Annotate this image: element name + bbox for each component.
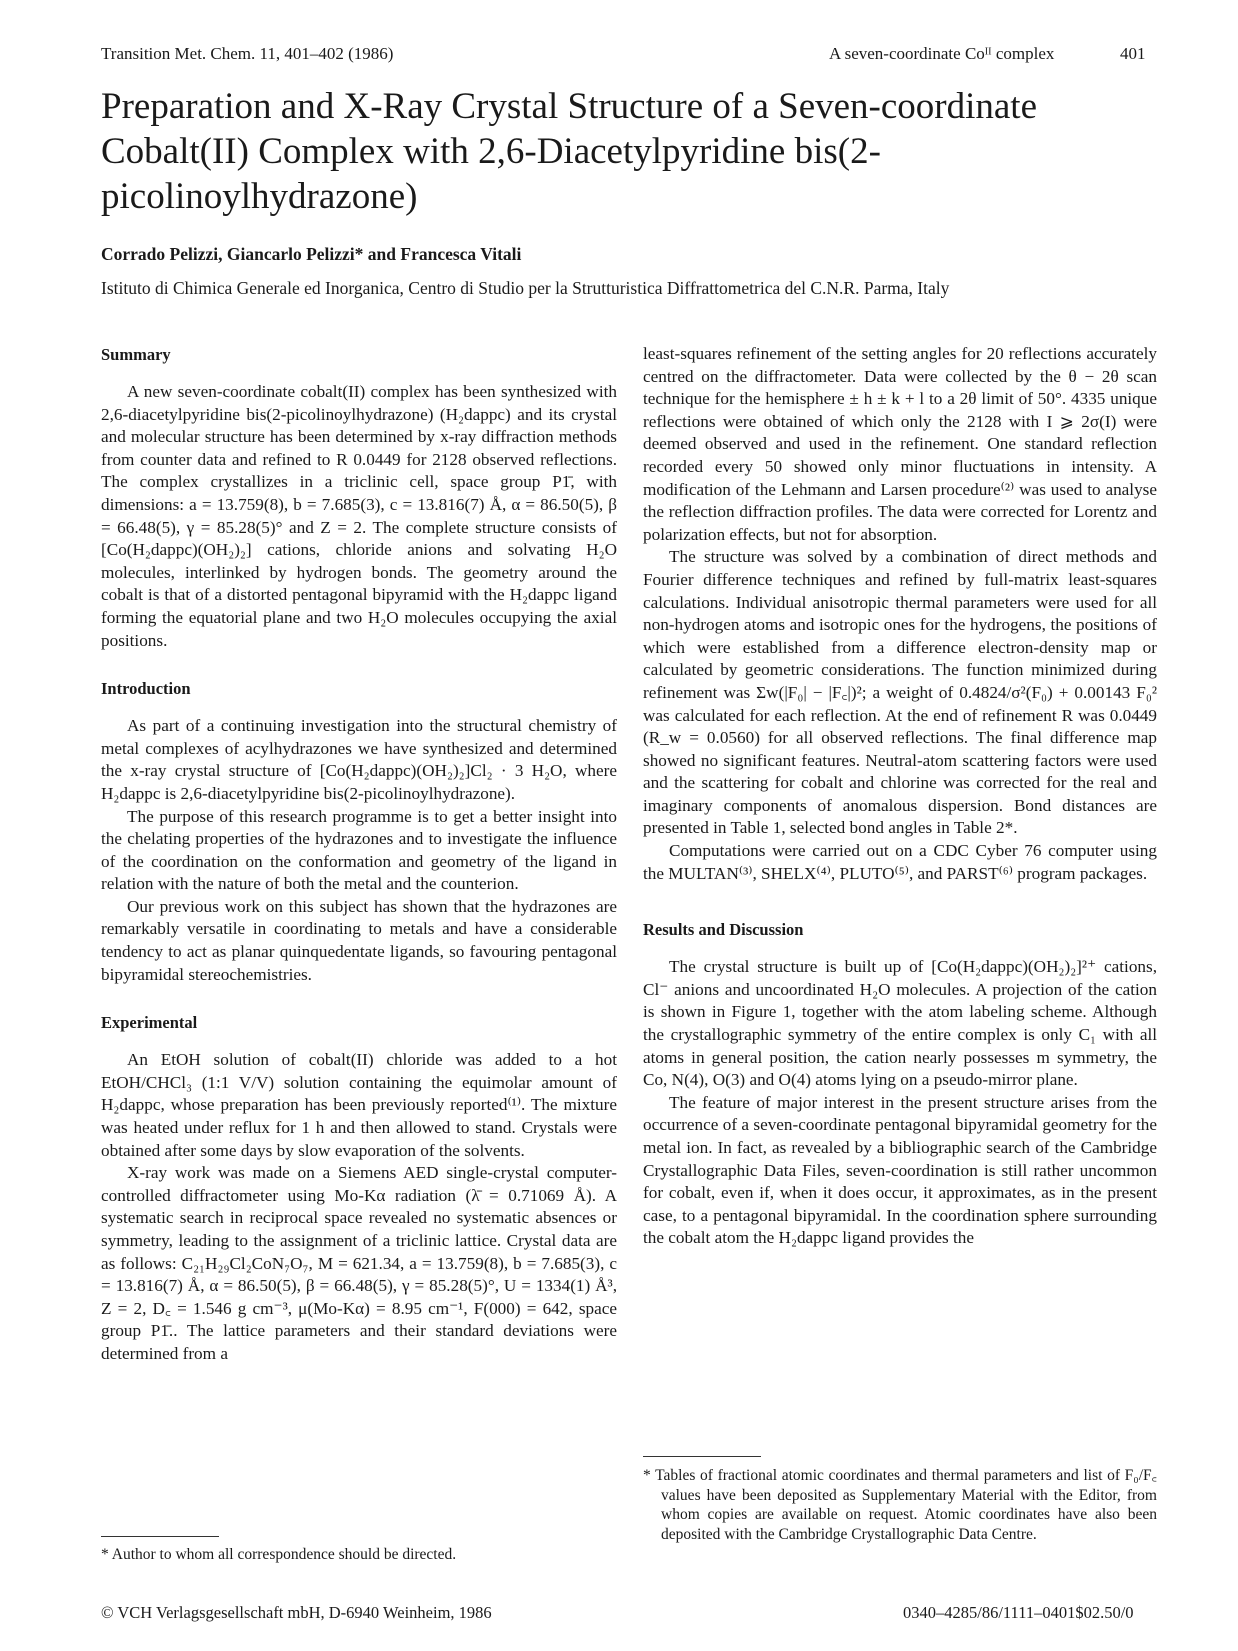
article-code: 0340–4285/86/1111–0401$02.50/0 (903, 1603, 1134, 1622)
journal-citation: Transition Met. Chem. 11, 401–402 (1986) (101, 44, 394, 63)
page-number: 401 (1120, 44, 1146, 63)
running-title: A seven-coordinate Coᴵᴵ complex (829, 44, 1055, 63)
summary-text: A new seven-coordinate cobalt(II) complex has been synthesized with 2,6-diacetylpyridine bis(2-picolinoylhydrazone) (H₂dappc) and its crystal and molecular structure has been determined by x-ray diffraction methods from counter data and refined to R 0.0449 for 2128 observed reflections. The complex crystallizes in a triclinic cell, space group P1̄, with dimensions: a = 13.759(8), b = 7.685(3), c = 13.816(7) Å, α = 86.50(5), β = 66.48(5), γ = 85.28(5)° and Z = 2. The complete structure consists of [Co(H₂dappc)(OH₂)₂] cations, chloride anions and solvating H₂O molecules, interlinked by hydrogen bonds. The geometry around the cobalt is that of a distorted pentagonal bipyramid with the H₂dappc ligand forming the equatorial plane and two H₂O molecules occupying the axial positions. (101, 382, 617, 650)
author-list: Corrado Pelizzi, Giancarlo Pelizzi* and Francesca Vitali (101, 244, 522, 264)
experimental-paragraph-5: Computations were carried out on a CDC Cyber 76 computer using the MULTAN⁽³⁾, SHELX⁽⁴⁾, PLUTO⁽⁵⁾, and PARST⁽⁶⁾ program packages. (643, 841, 1157, 883)
results-paragraph-2: The feature of major interest in the present structure arises from the occurrence of a seven-coordinate pentagonal bipyramidal geometry for the metal ion. In fact, as revealed by a bibliographic search of the Cambridge Crystallographic Data Files, seven-coordination is still rather uncommon for cobalt, even if, when it does occur, it approximates, as in the present case, to a pentagonal bipyramidal. In the coordination sphere surrounding the cobalt atom the H₂dappc ligand provides the (643, 1092, 1157, 1248)
results-heading: Results and Discussion (643, 920, 804, 940)
experimental-heading: Experimental (101, 1013, 198, 1033)
copyright-notice: © VCH Verlagsgesellschaft mbH, D-6940 Weinheim, 1986 (101, 1603, 492, 1622)
summary-heading: Summary (101, 345, 171, 364)
experimental-paragraph-3: least-squares refinement of the setting angles for 20 reflections accurately centred on the diffractometer. Data were collected by the θ − 2θ scan technique for the hemisphere ± h ± k + l to a 2θ limit of 50°. 4335 unique reflections were obtained of which only the 2128 with I ⩾ 2σ(I) were deemed observed and used in the refinement. One standard reflection recorded every 50 showed only minor fluctuations in intensity. A modification of the Lehmann and Larsen procedure⁽²⁾ was used to analyse the reflection diffraction profiles. The data were corrected for Lorentz and polarization effects, but not for absorption. (643, 344, 1157, 544)
intro-paragraph-1: As part of a continuing investigation into the structural chemistry of metal complexes of acylhydrazones we have synthesized and determined the x-ray crystal structure of [Co(H₂dappc)(OH₂)₂]Cl₂ · 3 H₂O, where H₂dappc is 2,6-diacetylpyridine bis(2-picolinoylhydrazone). (101, 716, 617, 803)
affiliation: Istituto di Chimica Generale ed Inorganica, Centro di Studio per la Strutturistica Diffrattometrica del C.N.R. Parma, Italy (101, 278, 950, 298)
results-paragraph-1: The crystal structure is built up of [Co(H₂dappc)(OH₂)₂]²⁺ cations, Cl⁻ anions and uncoordinated H₂O molecules. A projection of the cation is shown in Figure 1, together with the atom labeling scheme. Although the crystallographic symmetry of the entire complex is only C₁ with all atoms in general position, the cation nearly possesses m symmetry, the Co, N(4), O(3) and O(4) atoms lying on a pseudo-mirror plane. (643, 957, 1157, 1090)
author-footnote: * Author to whom all correspondence should be directed. (101, 1546, 457, 1563)
tables-footnote: * Tables of fractional atomic coordinates and thermal parameters and list of F₀/F꜀ values have been deposited as Supplementary Material with the Editor, from whom copies are available on request. Atomic coordinates have also been deposited with the Cambridge Crystallographic Data Centre. (643, 1467, 1157, 1543)
experimental-paragraph-1: An EtOH solution of cobalt(II) chloride was added to a hot EtOH/CHCl₃ (1:1 V/V) solution containing the equimolar amount of H₂dappc, whose preparation has been previously reported⁽¹⁾. The mixture was heated under reflux for 1 h and then allowed to stand. Crystals were obtained after some days by slow evaporation of the solvents. (101, 1050, 617, 1160)
article-title: Preparation and X-Ray Crystal Structure of a Seven-coordinate Cobalt(II) Complex with 2,6-Diacetylpyridine bis(2-picolinoylhydrazone) (101, 86, 1038, 217)
intro-paragraph-3: Our previous work on this subject has shown that the hydrazones are remarkably versatile in coordinating to metals and have a considerable tendency to act as planar quinquedentate ligands, so favouring pentagonal bipyramidal stereochemistries. (101, 896, 617, 984)
left-column (101, 344, 617, 1366)
footnote-rule (643, 1456, 761, 1457)
introduction-heading: Introduction (101, 679, 191, 699)
experimental-paragraph-4: The structure was solved by a combination of direct methods and Fourier difference techniques and refined by full-matrix least-squares calculations. Individual anisotropic thermal parameters were used for all non-hydrogen atoms and isotropic ones for the hydrogens, the positions of which were established from a difference electron-density map or calculated by geometric considerations. The function minimized during refinement was Σw(|F₀| − |F꜀|)²; a weight of 0.4824/σ²(F₀) + 0.00143 F₀² was calculated for each reflection. At the end of refinement R was 0.0449 (R_w = 0.0560) for all observed reflections. The final difference map showed no significant features. Neutral-atom scattering factors were used and the scattering for cobalt and chlorine was corrected for the real and imaginary components of anomalous dispersion. Bond distances are presented in Table 1, selected bond angles in Table 2*. (643, 547, 1157, 838)
footnote-rule (101, 1536, 219, 1537)
right-column (643, 343, 1157, 1250)
experimental-paragraph-2: X-ray work was made on a Siemens AED single-crystal computer-controlled diffractometer using Mo-Kα radiation (λ̄ = 0.71069 Å). A systematic search in reciprocal space revealed no systematic absences or symmetry, leading to the assignment of a triclinic lattice. Crystal data are as follows: C₂₁H₂₉Cl₂CoN₇O₇, M = 621.34, a = 13.759(8), b = 7.685(3), c = 13.816(7) Å, α = 86.50(5), β = 66.48(5), γ = 85.28(5)°, U = 1334(1) Å³, Z = 2, D꜀ = 1.546 g cm⁻³, μ(Mo-Kα) = 8.95 cm⁻¹, F(000) = 642, space group P1̄.. The lattice parameters and their standard deviations were determined from a (101, 1163, 617, 1363)
intro-paragraph-2: The purpose of this research programme is to get a better insight into the chelating properties of the hydrazones and to investigate the influence of the coordination on the conformation and geometry of the ligand in relation with the nature of both the metal and the counterion. (101, 806, 617, 894)
